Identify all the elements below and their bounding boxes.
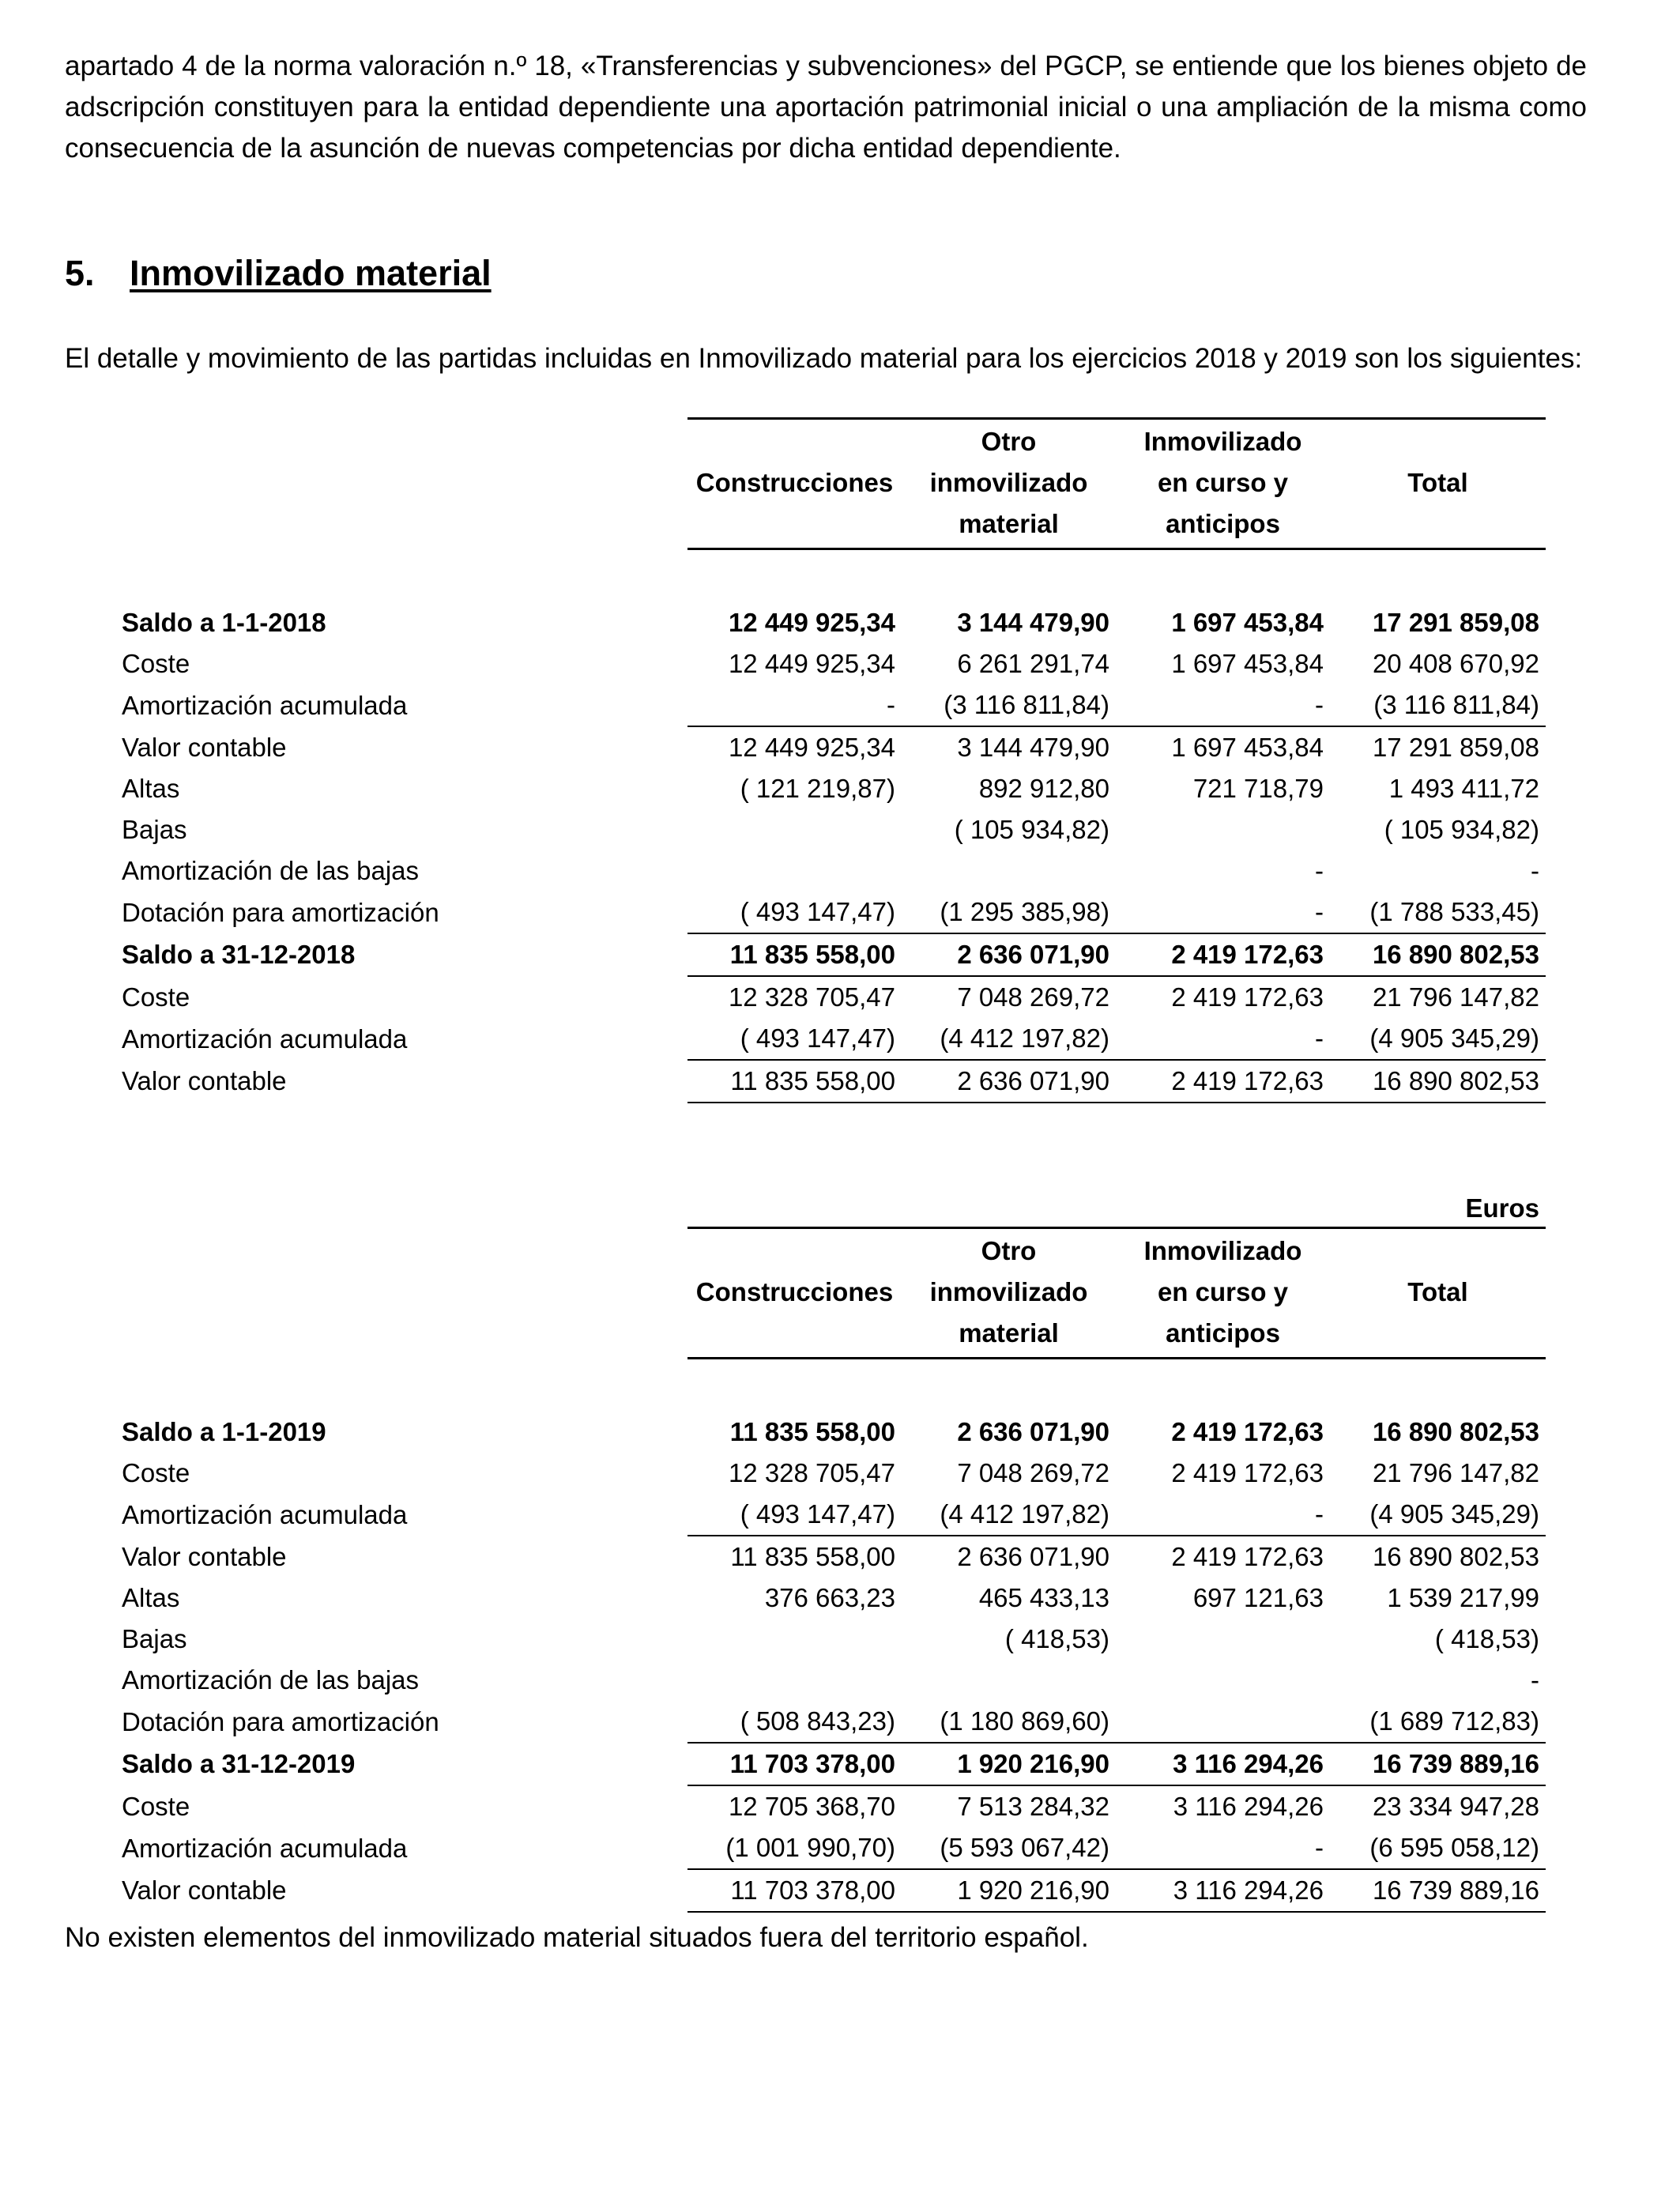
cell-value: 12 328 705,47 — [687, 976, 902, 1018]
cell-value: 465 433,13 — [978, 1583, 1109, 1612]
cell-value — [1116, 809, 1330, 850]
cell-value: 17 291 859,08 — [1372, 608, 1539, 637]
cell-value: 17 291 859,08 — [1330, 726, 1546, 768]
cell-value — [902, 850, 1116, 892]
cell-value: 1 493 411,72 — [1388, 774, 1539, 803]
intro-paragraph: apartado 4 de la norma valoración n.º 18, «Transferencias y subvenciones» del PGCP, se entiende que los bienes objeto de adscripción constituyen para la entidad dependiente una aportación patrimonial inicial o una ampliación de la misma como consecuencia de la asunción de nuevas competencias por dicha entidad dependiente. — [65, 51, 1587, 164]
cell-value: (1 788 533,45) — [1330, 892, 1546, 933]
cell-value: 7 048 269,72 — [957, 1458, 1109, 1487]
cell-value: 3 116 294,26 — [1116, 1743, 1330, 1785]
cell-value: ( 508 843,23) — [687, 1701, 902, 1743]
cell-value: 3 116 294,26 — [1116, 1785, 1330, 1827]
cell-value: (1 001 990,70) — [687, 1827, 902, 1869]
table-row — [115, 1660, 1546, 1701]
row-label: Valor contable — [122, 1066, 287, 1095]
table-row — [115, 1785, 1546, 1827]
cell-value: 3 144 479,90 — [957, 608, 1109, 637]
cell-value: ( 105 934,82) — [954, 815, 1109, 844]
row-label: Bajas — [122, 815, 187, 844]
cell-value: 11 835 558,00 — [729, 1417, 895, 1446]
table-row — [115, 1060, 1546, 1103]
cell-value: (1 180 869,60) — [902, 1701, 1116, 1743]
cell-value: 2 636 071,90 — [902, 933, 1116, 976]
cell-value: (1 295 385,98) — [902, 892, 1116, 933]
cell-value: 16 890 802,53 — [1330, 933, 1546, 976]
cell-value: 16 890 802,53 — [1330, 1060, 1546, 1103]
cell-value: 11 835 558,00 — [687, 1536, 902, 1578]
cell-value: 2 419 172,63 — [1116, 1536, 1330, 1578]
row-label: Saldo a 1-1-2018 — [122, 608, 326, 637]
table-row — [115, 643, 1546, 684]
row-label: Saldo a 1-1-2019 — [122, 1417, 326, 1446]
row-label: Valor contable — [122, 732, 287, 762]
cell-value: ( 493 147,47) — [687, 892, 902, 933]
row-label: Bajas — [122, 1624, 187, 1653]
table-row — [115, 768, 1546, 809]
table-header — [115, 1228, 1546, 1359]
cell-value: 2 419 172,63 — [1171, 1458, 1324, 1487]
cell-value: 2 636 071,90 — [902, 1536, 1116, 1578]
cell-value: 2 419 172,63 — [1116, 976, 1330, 1018]
cell-value — [687, 1619, 902, 1660]
cell-value: - — [1116, 1494, 1330, 1536]
cell-value: 11 835 558,00 — [687, 933, 902, 976]
cell-value: (3 116 811,84) — [902, 684, 1116, 726]
cell-value: - — [1116, 684, 1330, 726]
table-header — [115, 419, 1546, 549]
cell-value: 23 334 947,28 — [1330, 1785, 1546, 1827]
cell-value: ( 418,53) — [1004, 1624, 1109, 1653]
table-row — [115, 1743, 1546, 1785]
table-row — [115, 1018, 1546, 1060]
cell-value: (3 116 811,84) — [1330, 684, 1546, 726]
table-row — [115, 1827, 1546, 1869]
cell-value: ( 105 934,82) — [1384, 815, 1539, 844]
cell-value — [1116, 1701, 1330, 1743]
table-row — [115, 1536, 1546, 1578]
cell-value: 16 890 802,53 — [1372, 1417, 1539, 1446]
col-construcciones: Construcciones — [687, 1228, 902, 1359]
cell-value: 7 513 284,32 — [902, 1785, 1116, 1827]
cell-value: - — [1116, 1827, 1330, 1869]
table-row — [115, 1578, 1546, 1619]
cell-value: - — [687, 684, 902, 726]
cell-value: 697 121,63 — [1192, 1583, 1324, 1612]
table-row — [115, 1869, 1546, 1912]
row-label: Saldo a 31-12-2018 — [122, 940, 356, 969]
col-inmovilizado-curso: Inmovilizado en curso y anticipos — [1116, 1228, 1330, 1359]
cell-value: 21 796 147,82 — [1330, 976, 1546, 1018]
table-row — [115, 1412, 1546, 1453]
cell-value: - — [1531, 856, 1539, 885]
cell-value — [687, 809, 902, 850]
cell-value: 1 697 453,84 — [1171, 649, 1324, 678]
table-row — [115, 892, 1546, 933]
row-label: Amortización acumulada — [122, 1023, 408, 1054]
cell-value: 2 636 071,90 — [957, 1417, 1109, 1446]
row-label: Valor contable — [122, 1875, 287, 1905]
table-row — [115, 1494, 1546, 1536]
table-row — [115, 602, 1546, 643]
section-heading — [65, 249, 492, 298]
cell-value: 3 116 294,26 — [1116, 1869, 1330, 1912]
cell-value: (6 595 058,12) — [1330, 1827, 1546, 1869]
cell-value: 2 419 172,63 — [1116, 1060, 1330, 1103]
cell-value: (1 689 712,83) — [1330, 1701, 1546, 1743]
col-otro-inmovilizado: Otro inmovilizado material — [902, 419, 1116, 549]
cell-value: 6 261 291,74 — [957, 649, 1109, 678]
table-row — [115, 684, 1546, 726]
table-row — [115, 976, 1546, 1018]
cell-value: 2 636 071,90 — [902, 1060, 1116, 1103]
table-row — [115, 1701, 1546, 1743]
cell-value: 16 890 802,53 — [1330, 1536, 1546, 1578]
cell-value: 12 449 925,34 — [728, 608, 895, 637]
row-label: Amortización acumulada — [122, 690, 408, 720]
cell-value: - — [1315, 856, 1324, 885]
row-label: Amortización acumulada — [122, 1499, 408, 1529]
table-row — [115, 850, 1546, 892]
cell-value: 11 703 378,00 — [687, 1869, 902, 1912]
cell-value: ( 493 147,47) — [687, 1018, 902, 1060]
cell-value — [902, 1660, 1116, 1701]
cell-value: ( 493 147,47) — [687, 1494, 902, 1536]
units-label: Euros — [1330, 1186, 1546, 1228]
cell-value: - — [1116, 892, 1330, 933]
cell-value: 2 419 172,63 — [1116, 933, 1330, 976]
cell-value: 21 796 147,82 — [1372, 1458, 1539, 1487]
cell-value: - — [1116, 1018, 1330, 1060]
table-row — [115, 933, 1546, 976]
table-row — [115, 1619, 1546, 1660]
cell-value: 376 663,23 — [764, 1583, 895, 1612]
row-label: Altas — [122, 774, 180, 803]
table-2019 — [115, 1186, 1546, 1913]
cell-value: 7 048 269,72 — [902, 976, 1116, 1018]
cell-value: 3 144 479,90 — [902, 726, 1116, 768]
cell-value: 20 408 670,92 — [1372, 649, 1539, 678]
col-otro-inmovilizado: Otro inmovilizado material — [902, 1228, 1116, 1359]
cell-value: (4 905 345,29) — [1330, 1494, 1546, 1536]
cell-value: 12 328 705,47 — [728, 1458, 895, 1487]
table-row — [115, 809, 1546, 850]
cell-value: 12 449 925,34 — [687, 726, 902, 768]
row-label: Dotación para amortización — [122, 1706, 439, 1736]
cell-value — [1116, 1660, 1330, 1701]
cell-value: (4 412 197,82) — [902, 1494, 1116, 1536]
cell-value: (5 593 067,42) — [902, 1827, 1116, 1869]
col-construcciones: Construcciones — [687, 419, 902, 549]
cell-value: 1 920 216,90 — [902, 1743, 1116, 1785]
col-inmovilizado-curso: Inmovilizado en curso y anticipos — [1116, 419, 1330, 549]
cell-value: (4 412 197,82) — [902, 1018, 1116, 1060]
row-label: Saldo a 31-12-2019 — [122, 1749, 356, 1778]
row-label: Amortización de las bajas — [122, 1665, 420, 1695]
row-label: Altas — [122, 1583, 180, 1612]
cell-value — [687, 1660, 902, 1701]
row-label: Amortización de las bajas — [122, 856, 420, 885]
detail-paragraph: El detalle y movimiento de las partidas incluidas en Inmovilizado material para los ejercicios 2018 y 2019 son los siguientes: — [65, 343, 1583, 374]
table-row — [115, 726, 1546, 768]
section-number: 5. — [65, 253, 95, 293]
row-label: Coste — [122, 982, 190, 1012]
cell-value: 16 739 889,16 — [1330, 1869, 1546, 1912]
cell-value: 1 920 216,90 — [902, 1869, 1116, 1912]
cell-value: ( 121 219,87) — [740, 774, 895, 803]
cell-value: 16 739 889,16 — [1330, 1743, 1546, 1785]
row-label: Coste — [122, 1791, 190, 1821]
cell-value: 721 718,79 — [1192, 774, 1324, 803]
cell-value: 11 835 558,00 — [687, 1060, 902, 1103]
table-row — [115, 1453, 1546, 1494]
row-label: Coste — [122, 1458, 190, 1487]
row-label: Amortización acumulada — [122, 1833, 408, 1863]
cell-value — [1116, 1619, 1330, 1660]
closing-paragraph: No existen elementos del inmovilizado material situados fuera del territorio español. — [65, 1922, 1089, 1953]
cell-value: 1 697 453,84 — [1116, 726, 1330, 768]
col-total: Total — [1330, 419, 1546, 549]
cell-value — [687, 850, 902, 892]
table-2018 — [115, 417, 1546, 1103]
cell-value: 11 703 378,00 — [687, 1743, 902, 1785]
cell-value: - — [1531, 1665, 1539, 1695]
section-title: Inmovilizado material — [130, 253, 492, 293]
cell-value: 1 697 453,84 — [1171, 608, 1324, 637]
cell-value: 12 705 368,70 — [687, 1785, 902, 1827]
cell-value: 12 449 925,34 — [728, 649, 895, 678]
cell-value: 2 419 172,63 — [1171, 1417, 1324, 1446]
cell-value: 892 912,80 — [978, 774, 1109, 803]
row-label: Valor contable — [122, 1541, 287, 1571]
row-label: Coste — [122, 649, 190, 678]
col-total: Total — [1330, 1228, 1546, 1359]
row-label: Dotación para amortización — [122, 897, 439, 927]
cell-value: 1 539 217,99 — [1387, 1583, 1539, 1612]
cell-value: ( 418,53) — [1434, 1624, 1539, 1653]
cell-value: (4 905 345,29) — [1330, 1018, 1546, 1060]
